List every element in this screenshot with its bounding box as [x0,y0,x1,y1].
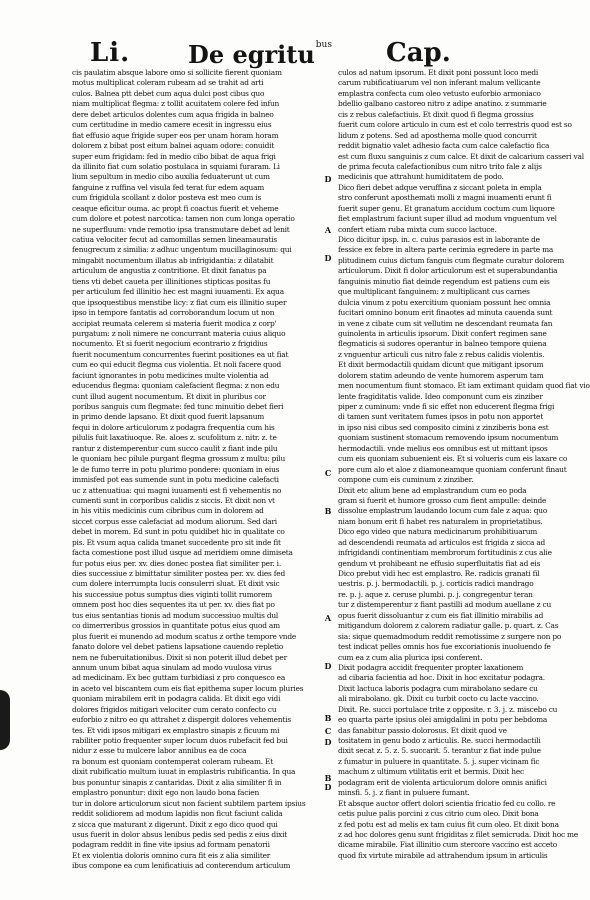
text-line: pis. Et vsum aqua calida tmanet succedente pro sit inde fit [72,537,281,547]
margin-section-letter: B [324,713,332,723]
text-line: in aceto vel biscantem cum eis fiat epithema super locum pluries [72,683,304,693]
text-line: culos. Balnea ptt debet cum aqua dulci post cibus quo [72,88,265,98]
text-line: quod fix virtute mirabile ad attrahendum ipsum in articulis [338,850,548,860]
text-line: carum rubificatiuarum vel non inferant malum vellicante [338,78,541,88]
text-line: fiat effusio aque frigide super eos per unam horam horam [72,130,279,140]
text-line: in vene z cibate cum sit vellutim ne descendant reumata fan [338,318,553,328]
text-line: debet in morem. Ed sunt in potu quidibet hic in qualitate co [72,527,285,537]
text-line: Et dixit bermodactili quidam dicunt que mitigant ipsorum [338,360,544,370]
text-line: fenugrecum z similia: z adhuc ungentum mucillaginosum: qui [72,245,292,255]
text-line: piper z cuminum: vnde fi sic effet non educerent flegma frigi [338,402,555,411]
text-line: his successiue potus sumptus dies viginti tollit rumorem [72,589,273,599]
text-line: di tamen sunt veritatem fumes ipsos in potu non apportet [338,412,543,422]
text-line: z sicca que maturant z digerunt. Dixit z ego dico quod qui [72,819,278,829]
text-line: cum eo qui educit flegma cus violentia. Et noli facere quod [72,360,282,370]
text-line: rantur z distemperentur cum succo caulit z fiant inde pilu [72,443,278,453]
margin-section-letter: B [324,506,332,516]
chapter-label: Cap. [386,38,451,68]
right-text-column [338,68,590,861]
text-line: dolorem z bibat post eitum balnei aquam odore: conuidit [72,141,275,151]
text-line: accipiat reumata celerem si materia fuerit modica z corp' [72,318,277,328]
text-line: purgatum: z noli nimere ne concurrant materia cuius aliquo [72,328,286,338]
text-line: compone cum eis cuminum z zinziber. [338,475,474,485]
text-line: pore cum alo et aloe z diamoneamque quoniam conferunt finaut [338,464,567,474]
text-line: uestris. p. j. bermodactili. p. j. corticis radici mandrago [338,579,534,589]
text-line: gram si fuerit et humore grosso cum fient ampulle: deinde [338,495,547,505]
text-line: cis z rebus calefactiuis. Et dixit quod fi flegma grossius [338,109,534,119]
text-line: reddit solidiorem ad modum lapidis non ficut faciunt calida [72,809,283,819]
text-line: Et absque auctor offert dolori scientia fricatio fed cu collo. re [338,798,556,808]
text-line: ceaque eficitur ouma. ac propt fi coactus fuerit et veheme [72,203,279,213]
folio-number: Li. [90,38,131,68]
text-line: mingabit nocumentum illatus ab infrigidantia: z dilatabit [72,255,274,265]
text-line: fanguine z ruffina vel visula fed terat fur edem aquam [72,182,265,192]
margin-section-letter: D [324,737,332,747]
text-line: machum z ultimum vtilitatis erit et bermis. Dixit hec [338,767,524,777]
text-line: fequi in dolore articulorum z podagra frequentia cum his [72,422,275,432]
text-line: nem ne fuberuitationibus. Dixit si non poterit illud debet per [72,652,287,662]
margin-section-letter: D [324,253,332,263]
text-line: dixit rubificatio multum iuuat in emplastris rubificantia. In qua [72,767,296,777]
text-line: super eum frigidam: fed in medio cibo bibat de aqua frigi [72,151,276,161]
text-line: in primo dende lapsano. Et dixit quod fuerit lapsanum [72,412,265,422]
text-line: das fanabitur passio dolorosus. Et dixit quod ve [338,725,507,735]
margin-section-letter: A [324,613,332,623]
text-line: Dico ego video que natura medicinarum prohibitiuarum [338,527,538,537]
text-line: fucitari omnino bonum erit finaotes ad minuta cauenda sunt [338,308,553,318]
text-line: facta comestione post illud usque ad meridiem omne dimiseta [72,548,293,558]
text-line: immisfed pot eas sumende sunt in potu medicine calefacti [72,475,279,485]
text-line: omnem post hoc dies sequentes ita ut per. xv. dies fiat po [72,600,275,610]
margin-section-letter: A [324,225,332,235]
text-line: dies successiue z bimittatur similiter postea per. xv. dies fed [72,569,286,578]
text-line: tus eius sentantias tionis ad modum successiuo multis dul [72,610,279,620]
text-line: in ipso nisi cibus sed composito cimini z zinziberis bona est [338,422,549,432]
text-line: dolores frigidos mitigari velociter cum cerato confecto cu [72,704,277,714]
text-line: ibus compone ea cum lenificatiuis ad conterendum articulum [72,861,291,871]
text-line: bdellio galbano castoreo nitro z adipe anatino. z summarie [338,99,547,109]
text-line: re. p. j. aque z. ceruse plumbi. p. j. congregentur teran [338,589,533,599]
text-line: dicame mirabile. Fiat illinitio cum stercore vaccino est acceto [338,840,558,850]
text-line: z fumatur in puluere in quantitate. 5. j. super vicinam fic [338,756,540,766]
text-line: nocumento. Et si fuerit negocium econtrario z frigidius [72,339,268,349]
text-line: fanato dolore vel debet patiens lapsatione cauendo repletio [72,642,284,652]
text-line: lidum z potens. Sed ad aposthema molle quod concurrit [338,130,537,140]
text-line: motus multiplicat coleram rubeam ad se trahit ad arti [72,78,264,88]
text-line: flegmaticis si sudores operantur in balneo tempore quiena [338,339,547,349]
text-line: cum dolere interrumpta lucis consulerri sluat. Et dixit vsic [72,579,280,589]
text-line: plitudinem cuius dictum fanguis cum flegmate curatur dolorem [338,255,565,265]
running-title [188,40,332,69]
text-line: articulorum. Dixit fi dolor articulorum est et superabundantia [338,266,558,276]
text-line: ad cibaria facientia ad hoc. Dixit in hoc excitatur podagra. [338,673,545,683]
text-line: pilulis fuit laxatiuoque. Re. aloes z. scufolitum z. nitr. z. te [72,433,277,443]
text-line: eo quarta parte ipsius olei amigdalini in potu per bebdoma [338,715,548,725]
text-line: quoniam sustinent stomacum removendo ipsum nocumentum [338,433,559,443]
text-line: in his vitiis medicinis cum cibribus cum in dolorem ad [72,506,264,516]
text-line: hermodactili. vnde melius eos omnibus est ut mittant ipsos [338,443,548,453]
margin-section-letter: D [324,174,332,184]
text-line: opus fuerit dissoluantur z cum eis fiat illinitio mirabilis ad [338,610,544,620]
text-line: tes. Et vidi ipsos mitigari ex emplastro sinapis z ficuum mi [72,725,280,735]
text-line: dere debet articulos dolentes cum aqua frigida in balneo [72,109,274,119]
text-line: quoniam mirabilem erit in podagra calida. Et dixit ego vidi [72,694,281,704]
text-line: dolorem statim adeundo de vente humorem asperum tam [338,370,544,380]
margin-section-letter: B [324,773,332,783]
text-line: le de fumo terre in potu plurimo pondere: quoniam in eius [72,464,280,474]
text-line: faciunt ignorantes in potu medicines multe violentia ad [72,370,269,380]
text-line: podagram reddit in fine vite ipsius ad formam penatorii [72,840,270,850]
text-line: fuerit super genu. Et granatum accidum coctum cum liquore [338,203,555,213]
running-title-text: De egritu [188,40,315,69]
text-line: cunt illud augent nocumentum. Et dixit in pluribus cor [72,391,266,401]
margin-section-letter: C [324,726,332,736]
text-line: fessice ex febre in altera parte cerimia egredere in parte ma [338,245,554,255]
left-text-column [72,68,306,872]
text-line: fiet emplastrum faciunt super illud ad modum vnguentum vel [338,214,557,224]
text-line: fanguinis minutio fiat deinde regendum est patiens cum eis [338,276,550,286]
text-line: tositatem in genu bodo z articulis. Re. succi hermodactili [338,736,541,745]
binding-shadow [0,690,10,750]
text-line: emplastra confecta cum oleo vetusto euforbio armoniaco [338,88,541,98]
text-line: men nocumentum fiunt stomaco. Et iam extimant quidam quod fiat vio [338,381,590,391]
text-line: ad descendendi reumata ad articulos est frigida z sicca ad [338,537,546,547]
text-line: niam bonum erit fi habet res naturalem in proprietatibus. [338,516,543,526]
text-line: uc z attenuatiua: qui magni iuuamenti est fi vehementis no [72,485,282,495]
text-line: tur in dolore articulorum sicut non facient subtilem partem ipsius [72,798,306,808]
text-line: annum unum bibat aqua sinulam ad modo vuulosa virus [72,662,272,672]
text-line: dissolue emplastrum laudando locum cum fale z aqua: quo [338,506,548,516]
margin-section-letter: D [324,661,332,671]
text-line: confert etiam ruba mixta cum succo lactuce. [338,224,497,234]
text-line: ad medicinam. Ex bec guttam turbidiasi z pro conquesco ea [72,673,286,683]
text-line: per articulum fed illinitio hec est magni iuuamenti. Ex aqua [72,287,284,297]
text-line: poribus sanguis cum flegmate: fed tunc minuitio debet fieri [72,402,284,411]
margin-section-letter: D [324,782,332,792]
text-line: stro conferunt aposthemati molli z magni inuamenti erunt fi [338,193,552,203]
text-line: lente fragiditatis valide. Ideo componunt cum eis zinziber [338,391,543,401]
text-line: mitigandum dolorem z calorem radiatur galle. p. quart. z. Cas [338,621,559,631]
text-line: rabiliter potio frequenter super locum duos rubefacit fed bui [72,736,288,745]
text-line: fuerit cum colore articulo in cum est et colo terrestris quod est so [338,120,572,130]
text-line: catiua velociter fecut ad camomillas semen lineamauratis [72,235,277,244]
text-line: cumenti sunt in corporibus calidis z siccis. Et dixit non vt [72,495,275,505]
text-line: tiens vti debet caueta per illinitiones stipticas positas fu [72,276,271,286]
text-line: siccet corpus esse calefaciat ad modum aliorum. Sed dari [72,516,277,526]
text-line: infrigidandi continentiam membrorum fortitudinis z cus alie [338,548,552,558]
text-line: culos ad natum ipsorum. Et dixit poni possunt loco medi [338,68,539,77]
text-line: z vnguentur articuli cus nitro fale z rebus calidis violentis. [338,349,545,359]
text-line: usus fuerit in dolor absus lenibus pedis sed pedis z eius dixit [72,829,288,839]
text-line: z ad hoc dolores genu sunt frigiditas z filet semicruda. Dixit hoc me [338,829,579,839]
text-line: z fed potu est ad melis ex tam cuius fit cum oleo. Et dixit bona [338,819,559,829]
text-line: de prima fecuta calefactionibus cum nitro trito fale z alijs [338,161,542,171]
text-line: educendus flegma: quoniam calefacient flegma: z non edu [72,381,280,391]
text-line: cetis pulue palis porcini z cus citrio cum oleo. Dixit bona [338,809,539,819]
text-line: Dixit etc alium bene ad emplastrandum cum eo poda [338,485,527,495]
text-line: Dixit. Re. succi portulace trite z opposite. r. 3. j. z. miscebo cu [338,704,558,714]
text-line: cum eis quoniam subuenient eis. Et si volueris cum eis laxare co [338,454,568,464]
text-line: Dico prebut vidi hec est emplastro. Re. radicis granati fil [338,569,540,578]
text-line: co dimerreribus grossios in quantitate potus eius quod am [72,621,280,631]
text-line: minsfi. 5. j. z fiant in puluere fumant. [338,788,470,798]
text-line: ne superfluum: vnde remotio ipsa transmutare debet ad lenit [72,224,290,234]
text-line: dixit secat z. 5. z. 5. succarit. 5. terantur z fiat inde pulue [338,746,541,756]
text-line: le quoniam hec pilule purgant flegma grossum z multu: pilu [72,454,286,464]
text-line: Dixit podagra accidit frequenter propter laxationem [338,662,524,672]
text-line: tur z distemperentur z fiant pastilli ad modum auellane z cu [338,600,552,610]
text-line: ali mirabolano. gk. Dixit cu turbit cocto cu lacte vaccino. [338,694,539,704]
text-line: sia: sique quemadmodum reddit remotissime z surgere non po [338,631,562,641]
text-line: gendum vt prohibeant ne effusio superfluitatis fiat ad eis [338,558,541,568]
text-line: ipso in tempore fantatis ad corroborandum locum ut non [72,308,275,318]
text-line: cum certitudine in medio camere ecesit in ingressu eius [72,120,272,130]
text-line: lium sepultum in medio cibo auxilia feduaterunt ut cum [72,172,270,182]
text-line: dulcia vinum z potu exercitium quoniam possunt hec omnia [338,297,551,307]
text-line: cis paulatim absque labore omo si sollicite fierent quoniam [72,68,282,77]
text-line: Dico fieri debet adque veruffina z siccant poleta in empla [338,182,542,192]
text-line: reddit bignatio valet adhesio facta cum calce calefactio fica [338,141,550,151]
running-title-abbrev: bus [315,40,332,50]
text-line: guinolenta in articulis ipsorum. Dixit confert regimen sane [338,328,547,338]
text-line: cum ea z cum alia plurica ipsi conferent. [338,652,483,662]
text-line: da illinito fiat cum solatio postulaca in squiami furaram. Li [72,161,280,171]
text-line: ra bonum est quoniam contemperat coleram rubeam. Et [72,756,274,766]
text-line: niam multiplicat flegma: z tollit acuitatem colere fed infun [72,99,280,109]
text-line: Et ex violentia doloris omnino cura fit eis z alia similiter [72,850,271,860]
text-line: fuerit nocumentum concurrentes fuerint positiones ea ut fiat [72,349,289,359]
text-line: fur potus eius per. xv. dies donec postea fiat similiter per. i. [72,558,281,568]
text-line: emplastro ponuntur: dixit ego non laudo bona facien [72,788,260,798]
text-line: test indicat pelles omnis hos fue excoriationis inuoluendo fe [338,642,551,652]
text-line: Dixit lactuca laboris podagra cum mirabolano sedare cu [338,683,538,693]
text-line: cum frigidula scollant z dolor posteva est meo cum is [72,193,262,203]
text-line: articulum de angustia z contritione. Et dixit fanatus pa [72,266,267,276]
text-line: nidur z esse tu mulcere labor annibus ea de coca [72,746,247,756]
text-line: Dico dicitur ipsp. in. c. cuius parasios est in laborante de [338,235,540,244]
text-line: que multiplicant fanguinem: z multiplicant cus carnes [338,287,530,297]
text-line: plus fuerit ei munendo ad modum scatus z orthe tempore vnde [72,631,297,641]
text-line: medicinis que attrahunt humiditatem de podo. [338,172,504,182]
text-line: bus ponuntur sinapis z cantaridas. Dixit z alia similiter fi in [72,777,282,787]
text-line: cum dolore et potest narcotica: tamen non cum longa operatio [72,214,295,224]
text-line: est cum fluxu sanguinis z cum calce. Et dixit de calcarium casseri val [338,151,584,161]
text-line: que ipsoquestibus menstibe licy: z fiat cum eis illinitio super [72,297,287,307]
margin-section-letter: C [324,468,332,478]
text-line: euforbio z nitro eo qu attrahet z dispergit dolores vehementis [72,715,291,725]
text-line: podagram erit de violenta articulorum dolore omnis anifici [338,777,547,787]
